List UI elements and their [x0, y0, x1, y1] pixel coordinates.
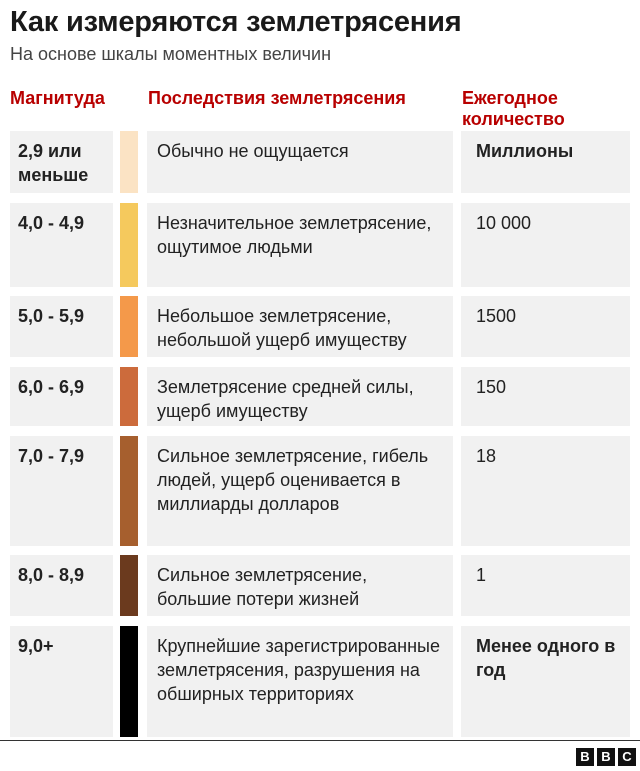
- annual-count-cell: 10 000: [461, 203, 630, 287]
- effect-cell: Незначительное землетрясение, ощутимое людьми: [147, 203, 453, 287]
- effect-cell: Небольшое землетрясение, небольшой ущерб имуществу: [147, 296, 453, 357]
- footer-divider: [0, 740, 640, 741]
- column-header-magnitude: Магнитуда: [10, 88, 105, 108]
- annual-count-cell: Менее одного в год: [461, 626, 630, 737]
- effect-cell: Обычно не ощущается: [147, 131, 453, 193]
- intensity-color-bar: [120, 203, 138, 287]
- intensity-color-bar: [120, 436, 138, 546]
- magnitude-cell: 2,9 или меньше: [10, 131, 113, 193]
- effect-cell: Сильное землетрясение, гибель людей, ущерб оценивается в миллиарды долларов: [147, 436, 453, 546]
- bbc-logo-letter: C: [618, 748, 636, 766]
- effect-cell: Крупнейшие зарегистрированные землетрясения, разрушения на обширных территориях: [147, 626, 453, 737]
- magnitude-cell: 4,0 - 4,9: [10, 203, 113, 287]
- effect-cell: Сильное землетрясение, большие потери жизней: [147, 555, 453, 616]
- page-subtitle: На основе шкалы моментных величин: [10, 44, 332, 64]
- annual-count-cell: 1500: [461, 296, 630, 357]
- annual-count-cell: 1: [461, 555, 630, 616]
- bbc-logo: [576, 748, 636, 766]
- intensity-color-bar: [120, 555, 138, 616]
- column-header-effect: Последствия землетрясения: [148, 88, 406, 108]
- column-header-annual: Ежегодное количество: [462, 88, 565, 129]
- magnitude-cell: 8,0 - 8,9: [10, 555, 113, 616]
- intensity-color-bar: [120, 131, 138, 193]
- magnitude-cell: 7,0 - 7,9: [10, 436, 113, 546]
- bbc-logo-letter: B: [597, 748, 615, 766]
- page-title: Как измеряются землетрясения: [10, 6, 462, 38]
- annual-count-cell: Миллионы: [461, 131, 630, 193]
- magnitude-cell: 6,0 - 6,9: [10, 367, 113, 426]
- magnitude-cell: 5,0 - 5,9: [10, 296, 113, 357]
- intensity-color-bar: [120, 367, 138, 426]
- effect-cell: Землетрясение средней силы, ущерб имуществу: [147, 367, 453, 426]
- intensity-color-bar: [120, 626, 138, 737]
- annual-count-cell: 150: [461, 367, 630, 426]
- bbc-logo-letter: B: [576, 748, 594, 766]
- intensity-color-bar: [120, 296, 138, 357]
- magnitude-cell: 9,0+: [10, 626, 113, 737]
- annual-count-cell: 18: [461, 436, 630, 546]
